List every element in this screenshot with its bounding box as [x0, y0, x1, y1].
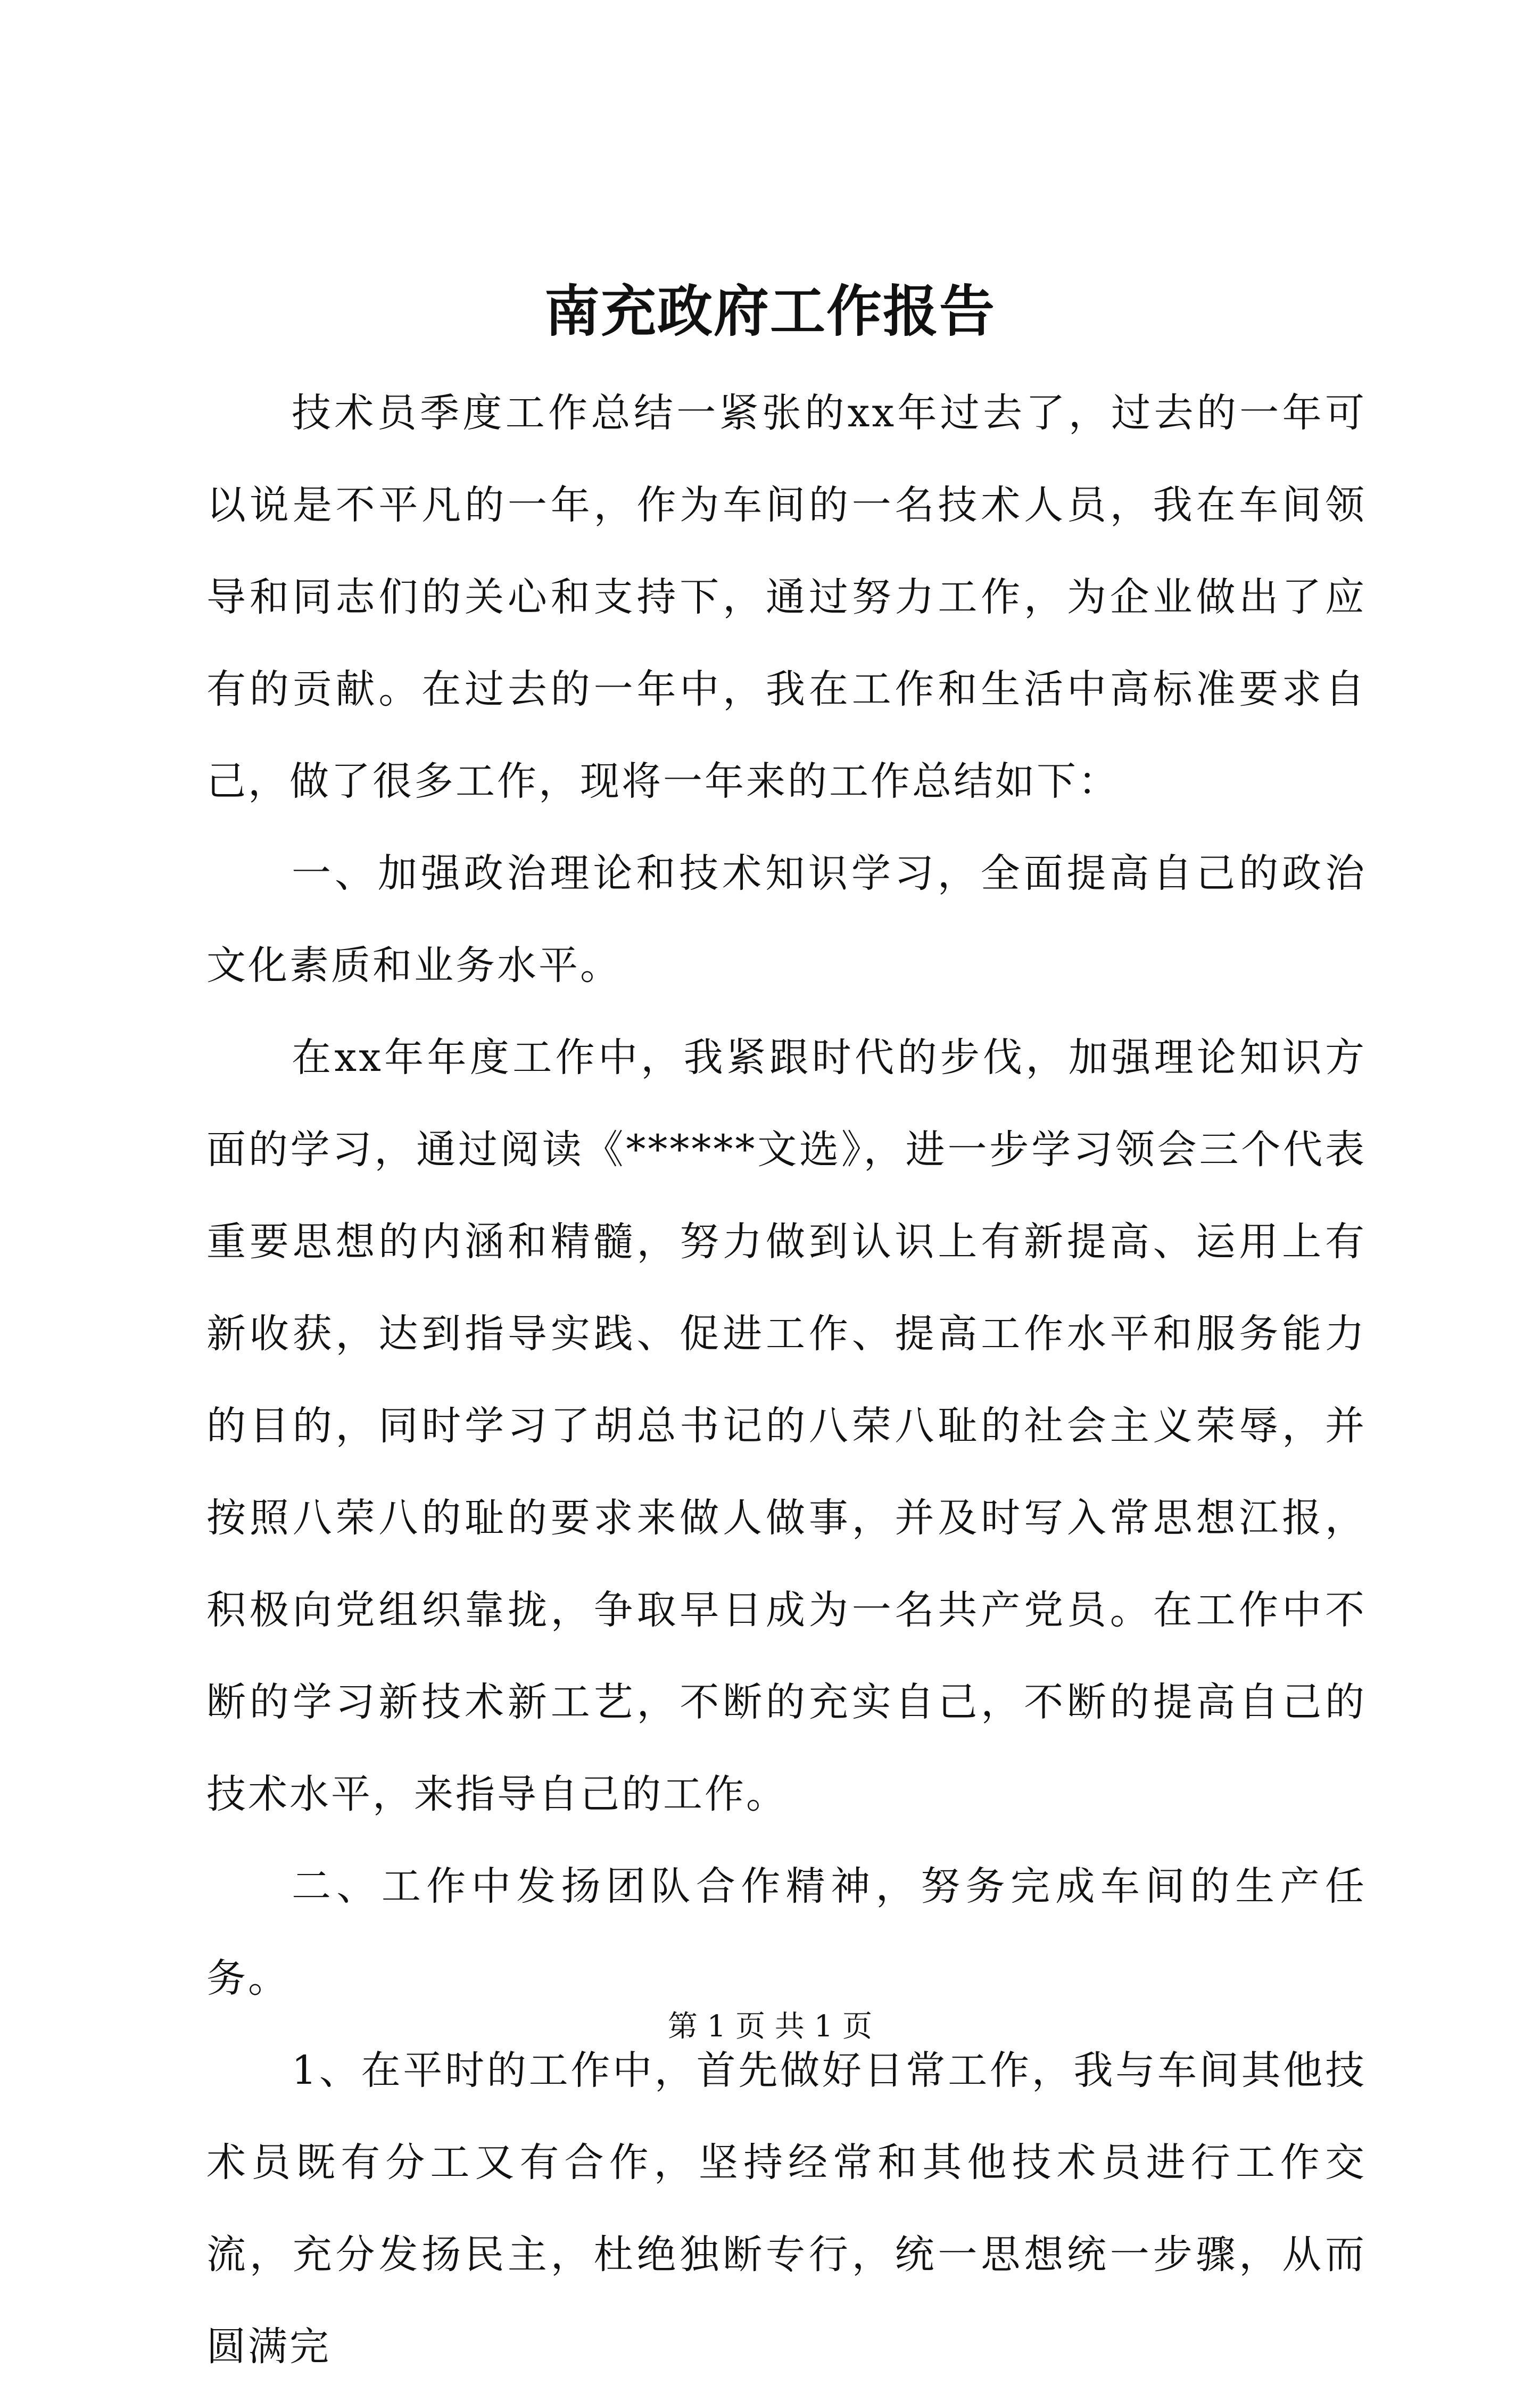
paragraph-study: 在xx年年度工作中，我紧跟时代的步伐，加强理论知识方面的学习，通过阅读《******文选》，进一步学习领会三个代表重要思想的内涵和精髓，努力做到认识上有新提高、运用上有新收获，达到指导实践、促进工作、提高工作水平和服务能力的目的，同时学习了胡总书记的八荣八耻的社会主义荣辱，并按照八荣八的耻的要求来做人做事，并及时写入常思想江报，积极向党组织靠拢，争取早日成为一名共产党员。在工作中不断的学习新技术新工艺，不断的充实自己，不断的提高自己的技术水平，来指导自己的工作。	[206, 1035, 1367, 1817]
paragraph-item-one: 1、在平时的工作中，首先做好日常工作，我与车间其他技术员既有分工又有合作，坚持经常和其他技术员进行工作交流，充分发扬民主，杜绝独断专行，统一思想统一步骤，从而圆满完	[206, 2048, 1367, 2370]
page-footer: 第 1 页 共 1 页	[667, 2009, 873, 2044]
paragraph-heading-two: 二、工作中发扬团队合作精神，努务完成车间的生产任务。	[206, 1863, 1367, 2001]
paragraph-heading-one: 一、加强政治理论和技术知识学习，全面提高自己的政治文化素质和业务水平。	[206, 851, 1367, 988]
document-body	[206, 367, 1367, 2393]
document-title: 南充政府工作报告	[544, 278, 996, 344]
paragraph-intro: 技术员季度工作总结一紧张的xx年过去了，过去的一年可以说是不平凡的一年，作为车间的一名技术人员，我在车间领导和同志们的关心和支持下，通过努力工作，为企业做出了应有的贡献。在过去的一年中，我在工作和生活中高标准要求自己，做了很多工作，现将一年来的工作总结如下：	[206, 390, 1367, 804]
